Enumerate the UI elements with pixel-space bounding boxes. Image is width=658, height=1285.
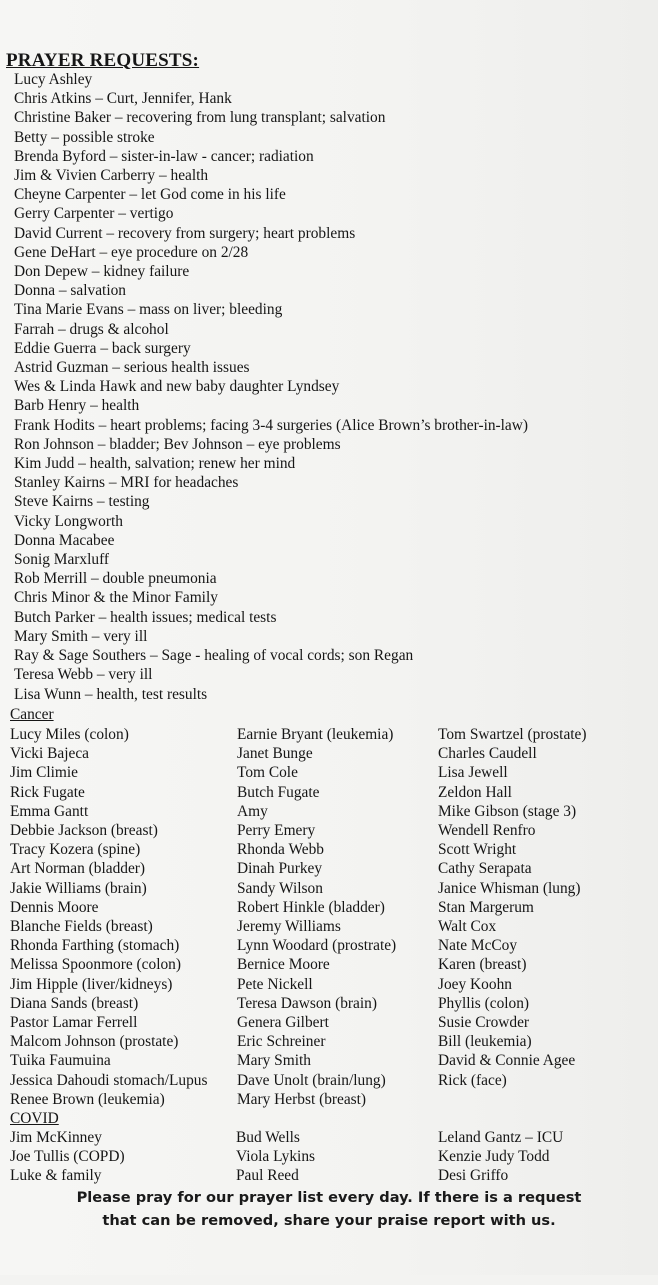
prayer-requests-heading: PRAYER REQUESTS:	[6, 50, 200, 71]
prayer-request-item: Tina Marie Evans – mass on liver; bleeding	[14, 301, 283, 319]
prayer-request-item: Teresa Webb – very ill	[14, 666, 153, 684]
prayer-request-item: Rob Merrill – double pneumonia	[14, 570, 217, 588]
prayer-request-item: Wes & Linda Hawk and new baby daughter Lyndsey	[14, 378, 340, 396]
footer-note	[0, 1186, 658, 1232]
prayer-request-item: Chris Atkins – Curt, Jennifer, Hank	[14, 90, 232, 108]
cancer-list-item: Earnie Bryant (leukemia)	[237, 726, 394, 743]
covid-list-item: Paul Reed	[236, 1167, 299, 1185]
cancer-list-item: Joey Koohn	[438, 975, 512, 993]
cancer-list-item: Lucy Miles (colon)	[10, 726, 129, 743]
cancer-list-item: Eric Schreiner	[237, 1033, 326, 1051]
covid-column-1	[10, 1128, 125, 1186]
prayer-request-item: Farrah – drugs & alcohol	[14, 320, 169, 338]
prayer-request-item: Donna Macabee	[14, 531, 115, 549]
covid-list-item: Kenzie Judy Todd	[438, 1148, 550, 1166]
cancer-list-item: Scott Wright	[438, 841, 517, 859]
cancer-list-item: Dave Unolt (brain/lung)	[237, 1071, 386, 1089]
cancer-list-item: Emma Gantt	[10, 802, 89, 820]
covid-list-item: Viola Lykins	[236, 1148, 316, 1166]
prayer-request-item: Stanley Kairns – MRI for headaches	[14, 474, 239, 492]
cancer-list-item: Phyllis (colon)	[438, 994, 530, 1012]
prayer-request-item: Christine Baker – recovering from lung transplant; salvation	[14, 109, 386, 127]
cancer-list-item: Lynn Woodard (prostrate)	[237, 937, 397, 955]
prayer-request-item: Cheyne Carpenter – let God come in his life	[14, 186, 286, 204]
cancer-list-item: Pastor Lamar Ferrell	[10, 1014, 138, 1032]
prayer-request-item: Ron Johnson – bladder; Bev Johnson – eye problems	[14, 435, 341, 453]
cancer-list-item: Jessica Dahoudi stomach/Lupus	[10, 1071, 208, 1089]
prayer-request-item: David Current – recovery from surgery; heart problems	[14, 224, 356, 242]
cancer-list-item: Cathy Serapata	[438, 860, 532, 878]
cancer-list-item: Mary Smith	[237, 1052, 311, 1070]
cancer-list-item: Janice Whisman (lung)	[438, 879, 581, 897]
prayer-requests-list	[14, 70, 654, 704]
cancer-column-3	[438, 725, 587, 1090]
cancer-list-item: Tracy Kozera (spine)	[10, 841, 141, 859]
prayer-request-item: Eddie Guerra – back surgery	[14, 339, 191, 357]
cancer-list-item: Walt Cox	[438, 918, 497, 936]
cancer-list-item: Teresa Dawson (brain)	[237, 994, 377, 1012]
cancer-heading: Cancer	[10, 706, 54, 723]
cancer-list-item: Zeldon Hall	[438, 783, 512, 801]
cancer-list-item: Stan Margerum	[438, 898, 534, 916]
cancer-list-item: Malcom Johnson (prostate)	[10, 1033, 179, 1051]
prayer-request-item: Butch Parker – health issues; medical tests	[14, 608, 277, 626]
covid-list-item: Leland Gantz – ICU	[438, 1129, 564, 1146]
cancer-list-item: Tuika Faumuina	[10, 1052, 111, 1070]
prayer-request-item: Jim & Vivien Carberry – health	[14, 167, 209, 185]
cancer-list-item: Vicki Bajeca	[10, 745, 89, 763]
cancer-list-item: Rick Fugate	[10, 783, 85, 801]
prayer-request-item: Sonig Marxluff	[14, 551, 110, 569]
cancer-list-item: Diana Sands (breast)	[10, 994, 139, 1012]
cancer-list-item: Robert Hinkle (bladder)	[237, 898, 385, 916]
prayer-request-item: Ray & Sage Southers – Sage - healing of vocal cords; son Regan	[14, 647, 414, 665]
prayer-request-item: Frank Hodits – heart problems; facing 3-4 surgeries (Alice Brown’s brother-in-law)	[14, 416, 529, 434]
covid-column-3	[438, 1128, 563, 1186]
cancer-list-item: Janet Bunge	[237, 745, 313, 763]
prayer-request-item: Gene DeHart – eye procedure on 2/28	[14, 243, 249, 261]
prayer-request-item: Donna – salvation	[14, 282, 126, 300]
cancer-column-1	[10, 725, 207, 1109]
covid-list-item: Luke & family	[10, 1167, 102, 1185]
cancer-list-item: Mary Herbst (breast)	[237, 1090, 367, 1108]
cancer-list-item: Amy	[237, 802, 268, 820]
cancer-list-item: Blanche Fields (breast)	[10, 918, 153, 936]
prayer-request-item: Lisa Wunn – health, test results	[14, 685, 208, 703]
covid-list-item: Joe Tullis (COPD)	[10, 1148, 125, 1166]
covid-list-item: Jim McKinney	[10, 1129, 102, 1146]
cancer-list-item: Debbie Jackson (breast)	[10, 822, 158, 840]
cancer-list-item: Butch Fugate	[237, 783, 320, 801]
prayer-request-item: Don Depew – kidney failure	[14, 263, 190, 281]
cancer-list-item: Pete Nickell	[237, 975, 313, 993]
covid-heading: COVID	[10, 1110, 59, 1127]
prayer-request-item: Lucy Ashley	[14, 71, 93, 88]
prayer-request-item: Brenda Byford – sister-in-law - cancer; radiation	[14, 147, 314, 165]
cancer-list-item: Rick (face)	[438, 1071, 507, 1089]
cancer-list-item: Jeremy Williams	[237, 918, 341, 936]
prayer-request-item: Kim Judd – health, salvation; renew her mind	[14, 455, 296, 473]
prayer-request-item: Betty – possible stroke	[14, 128, 155, 146]
covid-column-2	[236, 1128, 315, 1186]
prayer-request-item: Barb Henry – health	[14, 397, 140, 415]
cancer-list-item: Sandy Wilson	[237, 879, 323, 897]
cancer-list-item: Lisa Jewell	[438, 764, 508, 782]
cancer-list-item: Wendell Renfro	[438, 822, 536, 840]
prayer-request-item: Gerry Carpenter – vertigo	[14, 205, 174, 223]
cancer-column-2	[237, 725, 396, 1109]
cancer-list-item: Karen (breast)	[438, 956, 527, 974]
cancer-list-item: Rhonda Webb	[237, 841, 324, 859]
cancer-list-item: Susie Crowder	[438, 1014, 530, 1032]
prayer-request-item: Chris Minor & the Minor Family	[14, 589, 218, 607]
cancer-list-item: Jim Hipple (liver/kidneys)	[10, 975, 173, 993]
cancer-list-item: Tom Swartzel (prostate)	[438, 726, 587, 743]
cancer-list-item: Jim Climie	[10, 764, 78, 782]
cancer-list-item: Nate McCoy	[438, 937, 518, 955]
cancer-list-item: Tom Cole	[237, 764, 298, 782]
prayer-request-item: Steve Kairns – testing	[14, 493, 150, 511]
prayer-request-item: Astrid Guzman – serious health issues	[14, 359, 250, 377]
cancer-list-item: Perry Emery	[237, 822, 316, 840]
prayer-request-item: Vicky Longworth	[14, 512, 123, 530]
cancer-list-item: Bill (leukemia)	[438, 1033, 532, 1051]
cancer-list-item: Dennis Moore	[10, 898, 99, 916]
cancer-list-item: Dinah Purkey	[237, 860, 323, 878]
cancer-list-item: David & Connie Agee	[438, 1052, 576, 1070]
cancer-list-item: Renee Brown (leukemia)	[10, 1090, 165, 1108]
footer-line-2: that can be removed, share your praise report with us.	[102, 1212, 556, 1229]
prayer-request-item: Mary Smith – very ill	[14, 627, 148, 645]
cancer-list-item: Genera Gilbert	[237, 1014, 329, 1032]
cancer-list-item: Melissa Spoonmore (colon)	[10, 956, 181, 974]
cancer-list-item: Jakie Williams (brain)	[10, 879, 147, 897]
cancer-list-item: Bernice Moore	[237, 956, 330, 974]
cancer-list-item: Mike Gibson (stage 3)	[438, 802, 577, 820]
covid-list-item: Bud Wells	[236, 1129, 300, 1146]
covid-list-item: Desi Griffo	[438, 1167, 509, 1185]
cancer-list-item: Charles Caudell	[438, 745, 537, 763]
cancer-list-item: Art Norman (bladder)	[10, 860, 146, 878]
cancer-list-item: Rhonda Farthing (stomach)	[10, 937, 180, 955]
footer-line-1: Please pray for our prayer list every day. If there is a request	[76, 1189, 582, 1206]
